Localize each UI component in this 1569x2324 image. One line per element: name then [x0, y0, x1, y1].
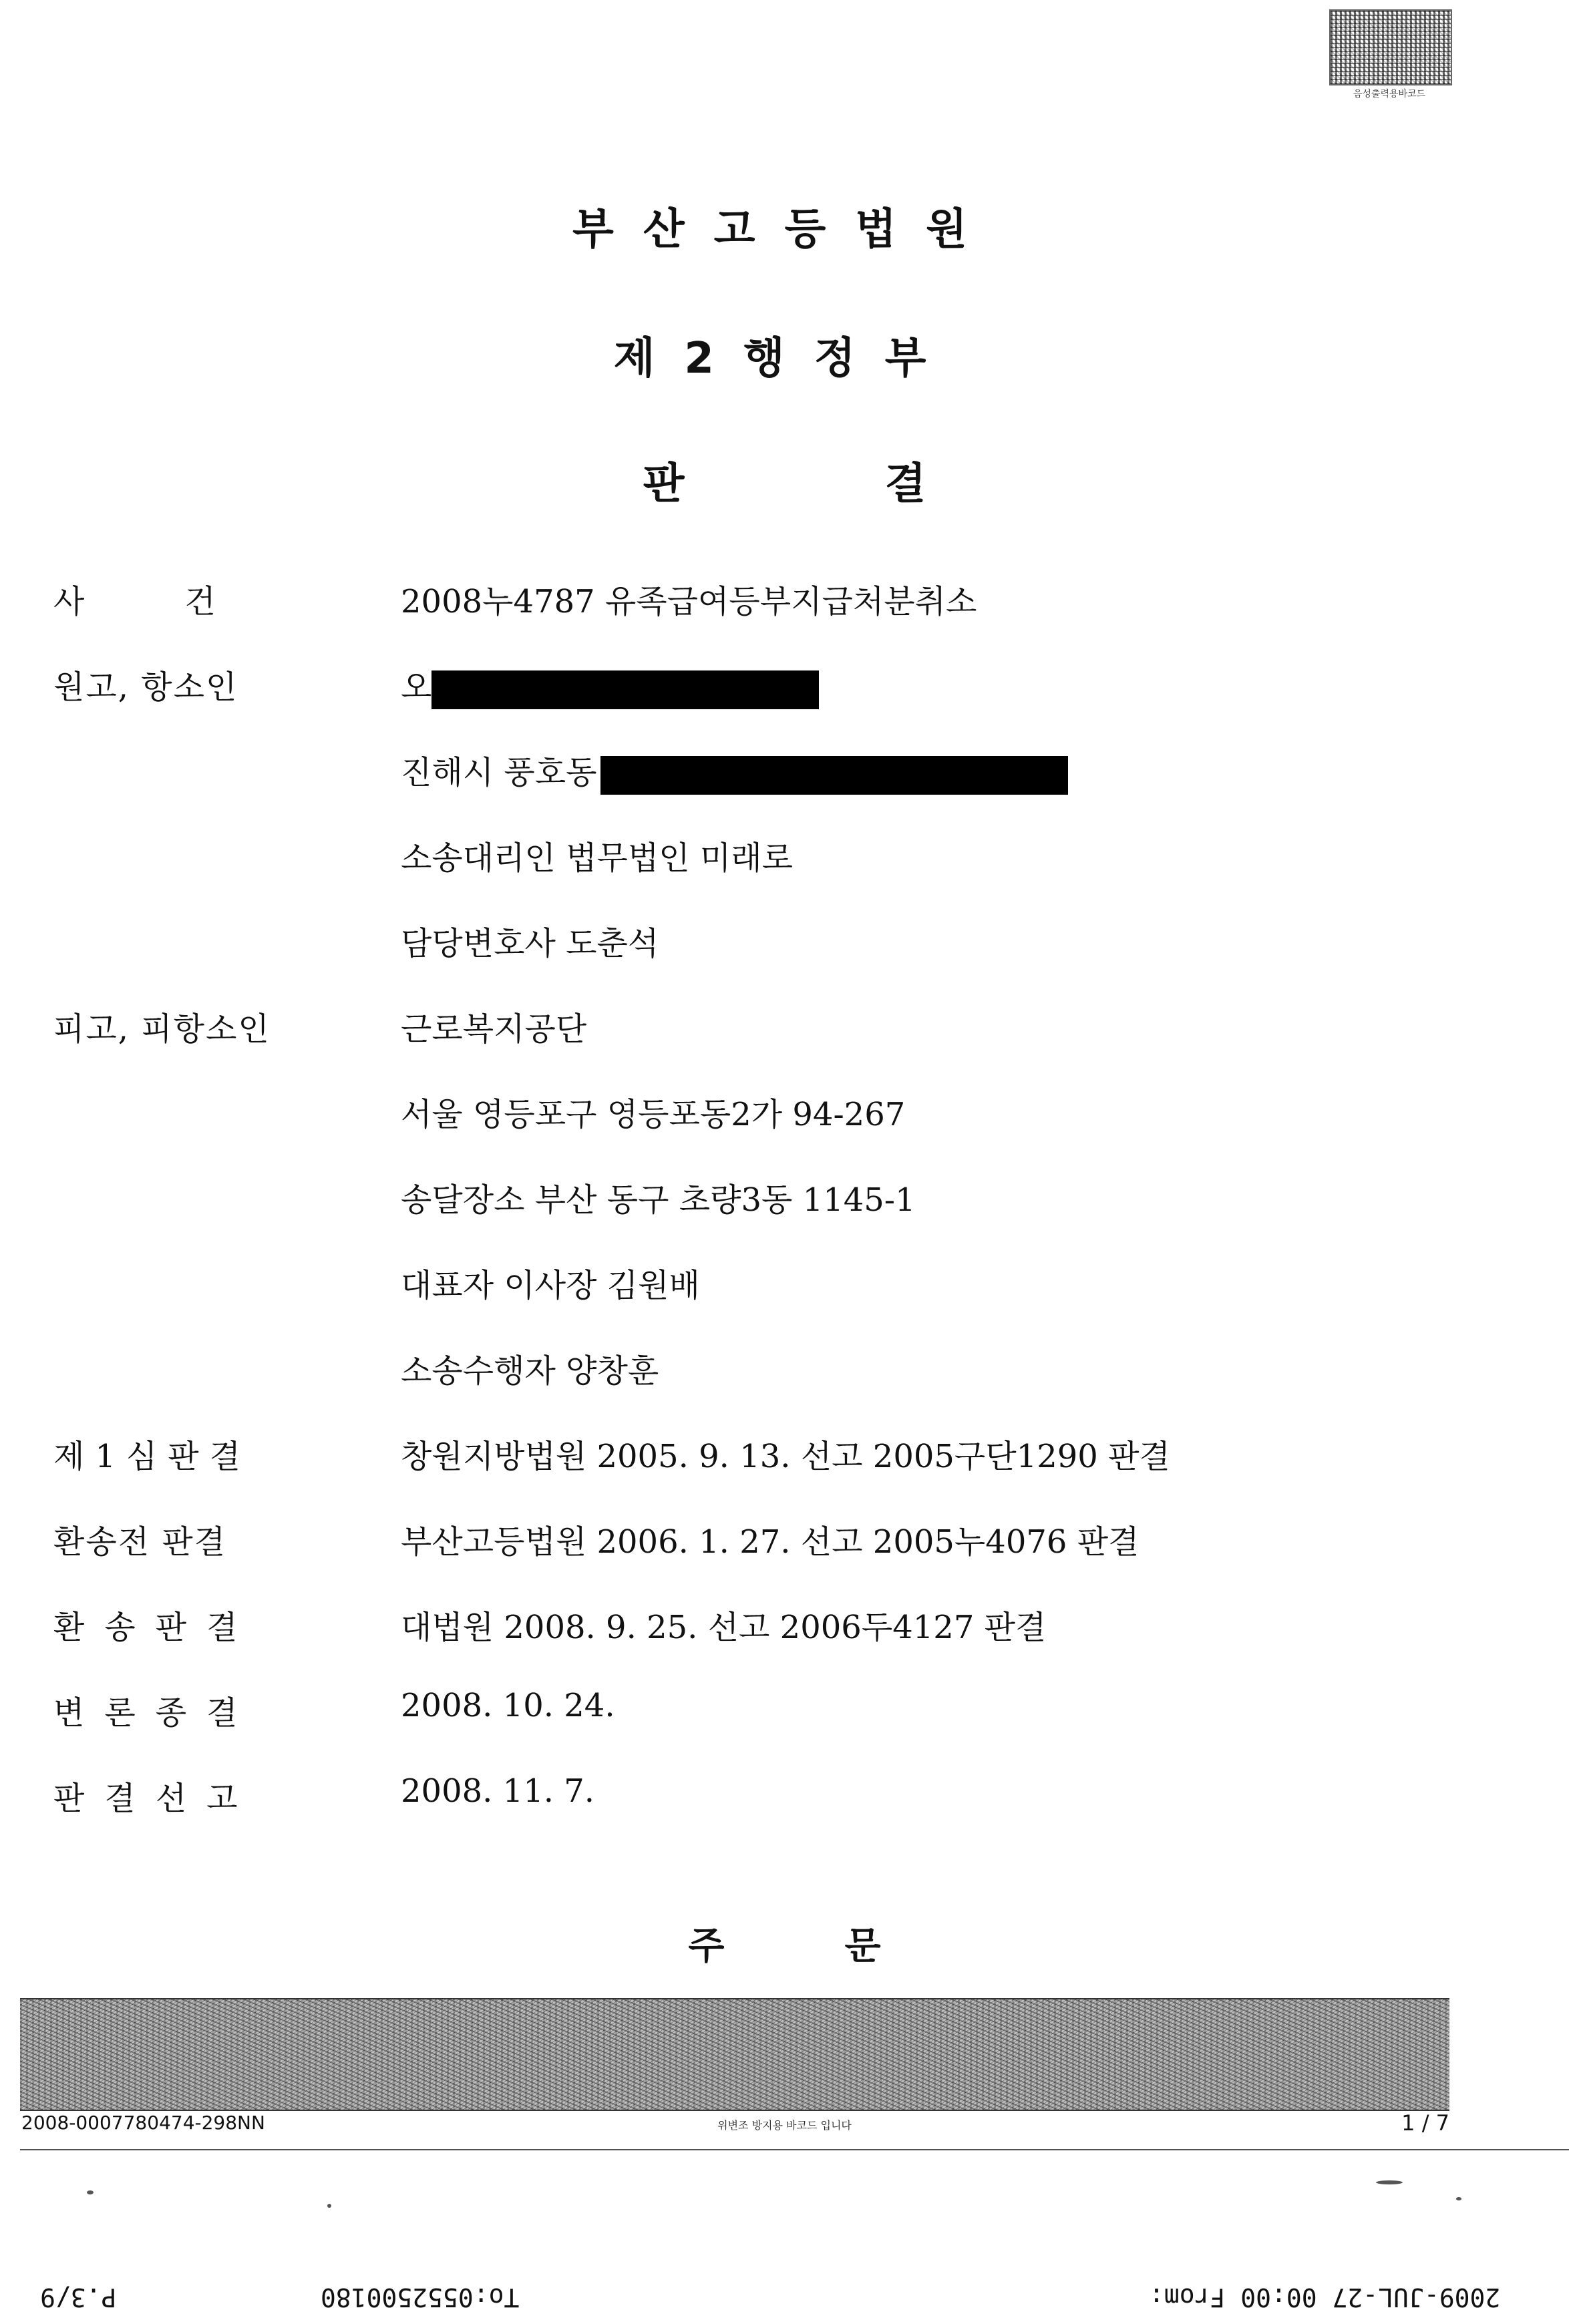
scan-speck: [327, 2204, 331, 2208]
field-value-defendant-service: 송달장소 부산 동구 초량3동 1145-1: [401, 1181, 916, 1219]
scan-speck: [1376, 2180, 1403, 2184]
field-value-closing: 2008. 10. 24.: [401, 1687, 615, 1724]
redaction-bar: [431, 670, 819, 709]
security-barcode: [1329, 9, 1452, 85]
fax-to: To:0552500180: [321, 2283, 520, 2312]
fax-from: 2009-JUL-27 00:00 From:: [1149, 2283, 1501, 2312]
redaction-bar: [600, 756, 1068, 795]
field-label-case: 사건: [53, 583, 316, 620]
field-label-first-instance: 제1심판결: [53, 1438, 252, 1475]
scan-speck: [1456, 2197, 1461, 2200]
field-value-defendant: 근로복지공단: [401, 1010, 587, 1048]
document-number: 2008-0007780474-298NN: [21, 2112, 265, 2134]
field-label-defendant: 피고, 피항소인: [53, 1010, 271, 1048]
field-value-defendant-litigator: 소송수행자 양창훈: [401, 1352, 659, 1390]
field-value-first-instance: 창원지방법원 2005. 9. 13. 선고 2005구단1290 판결: [401, 1438, 1170, 1475]
field-value-plaintiff-attorney: 담당변호사 도춘석: [401, 925, 659, 962]
field-label-pre-remand: 환송전 판결: [53, 1523, 227, 1561]
field-label-closing: 변론종결: [53, 1694, 258, 1732]
document-title: 판결: [643, 459, 1127, 509]
barcode-notice: 위변조 방지용 바코드 입니다: [717, 2119, 852, 2132]
anti-forgery-barcode: [20, 1998, 1449, 2111]
field-value-plaintiff: [401, 661, 819, 709]
field-label-remand: 환송판결: [53, 1609, 258, 1646]
plaintiff-address: 진해시 풍호동: [401, 754, 597, 791]
order-heading: 주문: [688, 1925, 1001, 1968]
field-value-remand: 대법원 2008. 9. 25. 선고 2006두4127 판결: [401, 1609, 1047, 1646]
field-value-plaintiff-counsel: 소송대리인 법무법인 미래로: [401, 839, 793, 877]
field-label-pronouncement: 판결선고: [53, 1780, 258, 1817]
court-name: 부산고등법원: [572, 205, 997, 254]
field-value-case: 2008누4787 유족급여등부지급처분취소: [401, 583, 977, 620]
barcode-caption: 음성출력용바코드: [1353, 89, 1426, 100]
page-number: 1 / 7: [1401, 2110, 1449, 2136]
field-value-plaintiff-address: [401, 747, 1068, 795]
division-name: 제2행정부: [613, 334, 956, 383]
field-value-defendant-address: 서울 영등포구 영등포동2가 94-267: [401, 1096, 906, 1133]
field-value-pre-remand: 부산고등법원 2006. 1. 27. 선고 2005누4076 판결: [401, 1523, 1140, 1561]
field-label-plaintiff: 원고, 항소인: [53, 668, 238, 706]
fax-page-number: P.3/9: [40, 2283, 117, 2312]
plaintiff-name: 오: [401, 668, 432, 706]
divider: [20, 2149, 1569, 2150]
field-value-pronouncement: 2008. 11. 7.: [401, 1772, 595, 1810]
field-value-defendant-representative: 대표자 이사장 김원배: [401, 1267, 700, 1304]
scan-speck: [87, 2190, 94, 2194]
